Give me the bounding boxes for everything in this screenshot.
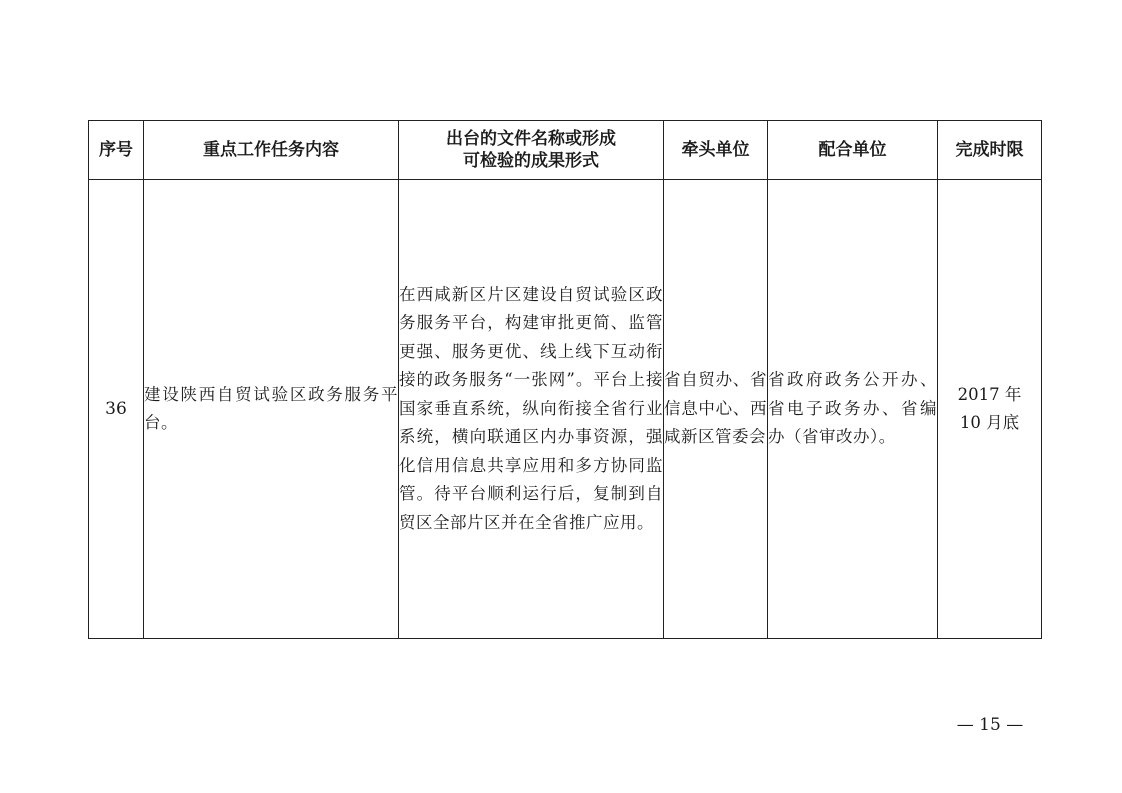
header-deadline: 完成时限 xyxy=(938,121,1042,180)
cell-lead: 省自贸办、省信息中心、西咸新区管委会 xyxy=(664,180,768,639)
header-output-line2: 可检验的成果形式 xyxy=(463,151,599,171)
cell-cooperate: 省政府政务公开办、省电子政务办、省编办（省审改办）。 xyxy=(768,180,938,639)
page-number: — 15 — xyxy=(956,715,1024,735)
cell-seq: 36 xyxy=(89,180,144,639)
header-row xyxy=(89,121,1042,180)
header-seq: 序号 xyxy=(89,121,144,180)
header-cooperate: 配合单位 xyxy=(768,121,938,180)
deadline-line1: 2017 年 xyxy=(957,384,1022,404)
cell-deadline xyxy=(938,180,1042,639)
header-task: 重点工作任务内容 xyxy=(144,121,399,180)
cell-task: 建设陕西自贸试验区政务服务平台。 xyxy=(144,180,399,639)
deadline-line2: 10 月底 xyxy=(959,413,1020,432)
header-output-line1: 出台的文件名称或形成 xyxy=(446,129,616,149)
task-table xyxy=(88,120,1042,639)
cell-output: 在西咸新区片区建设自贸试验区政务服务平台，构建审批更简、监管更强、服务更优、线上线下互动衔接的政务服务“一张网”。平台上接国家垂直系统，纵向衔接全省行业系统，横向联通区内办事资源，强化信用信息共享应用和多方协同监管。待平台顺利运行后，复制到自贸区全部片区并在全省推广应用。 xyxy=(399,180,664,639)
header-output xyxy=(399,121,664,180)
table-row xyxy=(89,180,1042,639)
header-lead: 牵头单位 xyxy=(664,121,768,180)
